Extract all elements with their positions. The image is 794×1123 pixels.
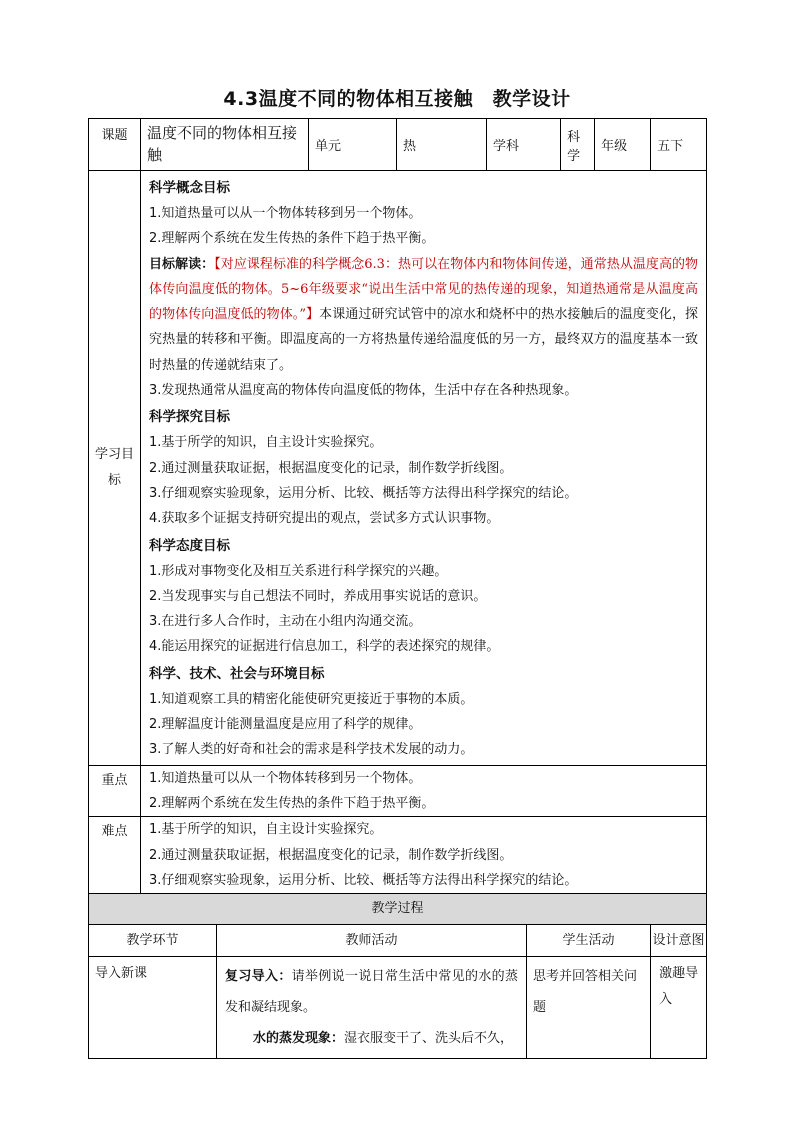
key-point-1: 1.知道热量可以从一个物体转移到另一个物体。 bbox=[149, 770, 422, 786]
process-title-row bbox=[89, 894, 707, 925]
review-text: 请举例说一说日常生活中常见的水的蒸发和凝结现象。 bbox=[225, 969, 519, 1016]
attitude-item-2: 2.当发现事实与自己想法不同时，养成用事实说话的意识。 bbox=[149, 588, 487, 604]
col-teacher: 教师活动 bbox=[217, 925, 527, 957]
sts-item-1: 1.知道观察工具的精密化能使研究更接近于事物的本质。 bbox=[149, 691, 474, 707]
sts-item-3: 3.了解人类的好奇和社会的需求是科学技术发展的动力。 bbox=[149, 742, 474, 758]
attitude-heading: 科学态度目标 bbox=[149, 537, 230, 554]
col-student: 学生活动 bbox=[527, 925, 651, 957]
goal-interpretation bbox=[149, 252, 698, 378]
sts-item-2: 2.理解温度计能测量温度是应用了科学的规律。 bbox=[149, 717, 422, 733]
review-label: 复习导入： bbox=[225, 969, 292, 985]
concept-item-2: 2.理解两个系统在发生传热的条件下趋于热平衡。 bbox=[149, 231, 435, 247]
unit-label: 单元 bbox=[309, 119, 397, 171]
inquiry-item-3: 3.仔细观察实验现象，运用分析、比较、概括等方法得出科学探究的结论。 bbox=[149, 485, 578, 501]
concept-item-3: 3.发现热通常从温度高的物体传向温度低的物体，生活中存在各种热现象。 bbox=[149, 383, 578, 399]
inquiry-item-2: 2.通过测量获取证据，根据温度变化的记录，制作数学折线图。 bbox=[149, 460, 513, 476]
difficulties-row bbox=[89, 817, 707, 894]
inquiry-heading: 科学探究目标 bbox=[149, 409, 230, 426]
topic-value: 温度不同的物体相互接触 bbox=[141, 119, 309, 171]
lesson-plan-table bbox=[88, 118, 707, 1059]
concept-heading: 科学概念目标 bbox=[149, 180, 230, 196]
difficulties-label: 难点 bbox=[89, 817, 141, 894]
interpretation-text: 本课通过研究试管中的凉水和烧杯中的热水接触后的温度变化，探究热量的转移和平衡。即温度高的一方将热量传递给温度低的另一方，最终双方的温度基本一致时热量的传递就结束了。 bbox=[149, 307, 699, 373]
header-row bbox=[89, 119, 707, 171]
grade-value: 五下 bbox=[651, 119, 707, 171]
difficulty-3: 3.仔细观察实验现象，运用分析、比较、概括等方法得出科学探究的结论。 bbox=[149, 872, 578, 888]
attitude-item-3: 3.在进行多人合作时，主动在小组内沟通交流。 bbox=[149, 614, 422, 630]
key-point-2: 2.理解两个系统在发生传热的条件下趋于热平衡。 bbox=[149, 795, 435, 811]
interpretation-label: 目标解读： bbox=[149, 256, 215, 272]
process-header-row bbox=[89, 925, 707, 957]
concept-item-1: 1.知道热量可以从一个物体转移到另一个物体。 bbox=[149, 206, 422, 221]
key-points-row bbox=[89, 765, 707, 817]
subject-label: 学科 bbox=[487, 119, 561, 171]
learning-goals-label: 学习目标 bbox=[89, 171, 141, 766]
sts-heading: 科学、技术、社会与环境目标 bbox=[149, 665, 325, 682]
unit-value: 热 bbox=[397, 119, 487, 171]
col-stage: 教学环节 bbox=[89, 925, 217, 957]
key-points-label: 重点 bbox=[89, 765, 141, 817]
inquiry-item-4: 4.获取多个证据支持研究提出的观点，尝试多方式认识事物。 bbox=[149, 511, 500, 527]
evaporation-label: 水的蒸发现象： bbox=[253, 1031, 345, 1047]
curriculum-standard-text: 【对应课程标准的科学概念6.3：热可以在物体内和物体间传递，通常热从温度高的物体传向温度低的物体。5~6年级要求“说出生活中常见的热传递的现象，知道热通常是从温度高的物体传向温度低的物体。”】 bbox=[149, 256, 699, 323]
attitude-item-4: 4.能运用探究的证据进行信息加工，科学的表述探究的规律。 bbox=[149, 639, 500, 655]
process-row-intro bbox=[89, 957, 707, 1059]
evaporation-text: 湿衣服变干了、洗头后不久， bbox=[344, 1031, 514, 1047]
learning-goals-row bbox=[89, 171, 707, 766]
document-title: 4.3温度不同的物体相互接触 教学设计 bbox=[223, 88, 571, 110]
difficulty-1: 1.基于所学的知识，自主设计实验探究。 bbox=[149, 822, 383, 838]
teacher-activity bbox=[217, 957, 527, 1059]
attitude-item-1: 1.形成对事物变化及相互关系进行科学探究的兴趣。 bbox=[149, 563, 448, 579]
stage-intro: 导入新课 bbox=[89, 957, 217, 1059]
topic-label: 课题 bbox=[89, 119, 141, 171]
grade-label: 年级 bbox=[595, 119, 651, 171]
col-intent: 设计意图 bbox=[651, 925, 707, 957]
subject-value: 科学 bbox=[561, 119, 595, 171]
design-intent: 激趣导入 bbox=[651, 957, 707, 1059]
inquiry-item-1: 1.基于所学的知识，自主设计实验探究。 bbox=[149, 435, 383, 451]
difficulty-2: 2.通过测量获取证据，根据温度变化的记录，制作数学折线图。 bbox=[149, 847, 513, 863]
process-title: 教学过程 bbox=[89, 894, 707, 925]
student-activity: 思考并回答相关问题 bbox=[527, 957, 651, 1059]
